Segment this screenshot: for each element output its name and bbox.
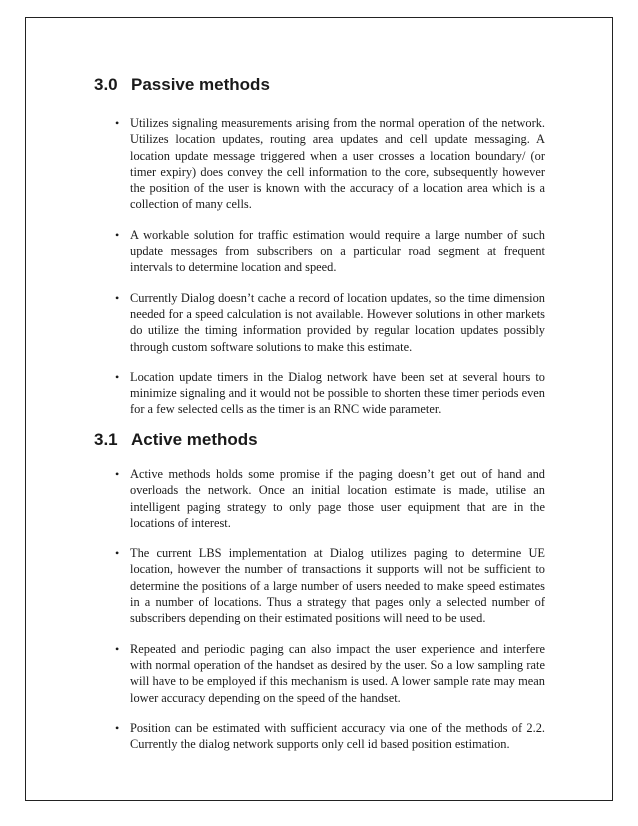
bullet-icon: • — [115, 116, 120, 130]
bullet-icon: • — [115, 369, 120, 384]
list-item-text: The current LBS implementation at Dialog utilizes paging to determine UE location, however the number of transactions it supports will not be sufficient to determine the positions of a large number of users needed to make speed estimates in a number of locations. Thus a strategy that pages only a selected number of subscribers depending on their estimated positions will need to be used. — [130, 546, 545, 626]
list-item — [113, 641, 545, 706]
list-item-text: Position can be estimated with sufficient accuracy via one of the methods of 2.2. Currently the dialog network supports only cell id based position estimation. — [130, 720, 545, 752]
bullet-icon: • — [115, 546, 120, 561]
list-item — [113, 466, 545, 531]
list-item-text: Location update timers in the Dialog network have been set at several hours to minimize signaling and it would not be possible to shorten these timer periods even for a few selected cells as the timer is an RNC wide parameter. — [130, 369, 545, 417]
passive-methods-list — [113, 115, 545, 432]
list-item-text: A workable solution for traffic estimation would require a large number of such update messages from subscribers on a particular road segment at frequent intervals to determine location and speed. — [130, 227, 545, 275]
section-heading-passive-methods — [94, 75, 270, 95]
list-item-text: Repeated and periodic paging can also impact the user experience and interfere with normal operation of the handset as desired by the user. So a low sampling rate will have to be employed if this mechanism is used. A lower sample rate may mean lower accuracy depending on the speed of the handset. — [130, 641, 545, 705]
list-item-text: Currently Dialog doesn’t cache a record of location updates, so the time dimension needed for a speed calculation is not available. However solutions in other markets do utilize the timing information provided by regular location updates possibly through custom software solutions to make this estimate. — [130, 290, 545, 354]
section-number: 3.0 — [94, 75, 118, 94]
list-item — [113, 369, 545, 418]
list-item — [113, 115, 545, 213]
list-item — [113, 290, 545, 355]
list-item-text: Active methods holds some promise if the paging doesn’t get out of hand and overloads the network. Once an initial location estimate is made, utilise an intelligent paging strategy to only page those user equipment that are in the locations of interest. — [130, 467, 545, 530]
list-item — [113, 545, 545, 626]
bullet-icon: • — [115, 641, 120, 656]
section-title: Passive methods — [131, 75, 270, 94]
list-item-text: Utilizes signaling measurements arising from the normal operation of the network. Utilizes location updates, routing area updates and cell update messaging. A location update message triggered when a user crosses a location boundary/ (or timer expiry) does convey the cell information to the core, subsequently however the position of the user is known with the accuracy of a location area which is a collection of many cells. — [130, 116, 545, 212]
list-item — [113, 227, 545, 276]
bullet-icon: • — [115, 227, 120, 242]
section-number: 3.1 — [94, 430, 118, 449]
bullet-icon: • — [115, 467, 120, 481]
bullet-icon: • — [115, 720, 120, 735]
active-methods-list — [113, 466, 545, 766]
list-item — [113, 720, 545, 753]
bullet-icon: • — [115, 290, 120, 305]
section-heading-active-methods — [94, 430, 258, 450]
section-title: Active methods — [131, 430, 258, 449]
